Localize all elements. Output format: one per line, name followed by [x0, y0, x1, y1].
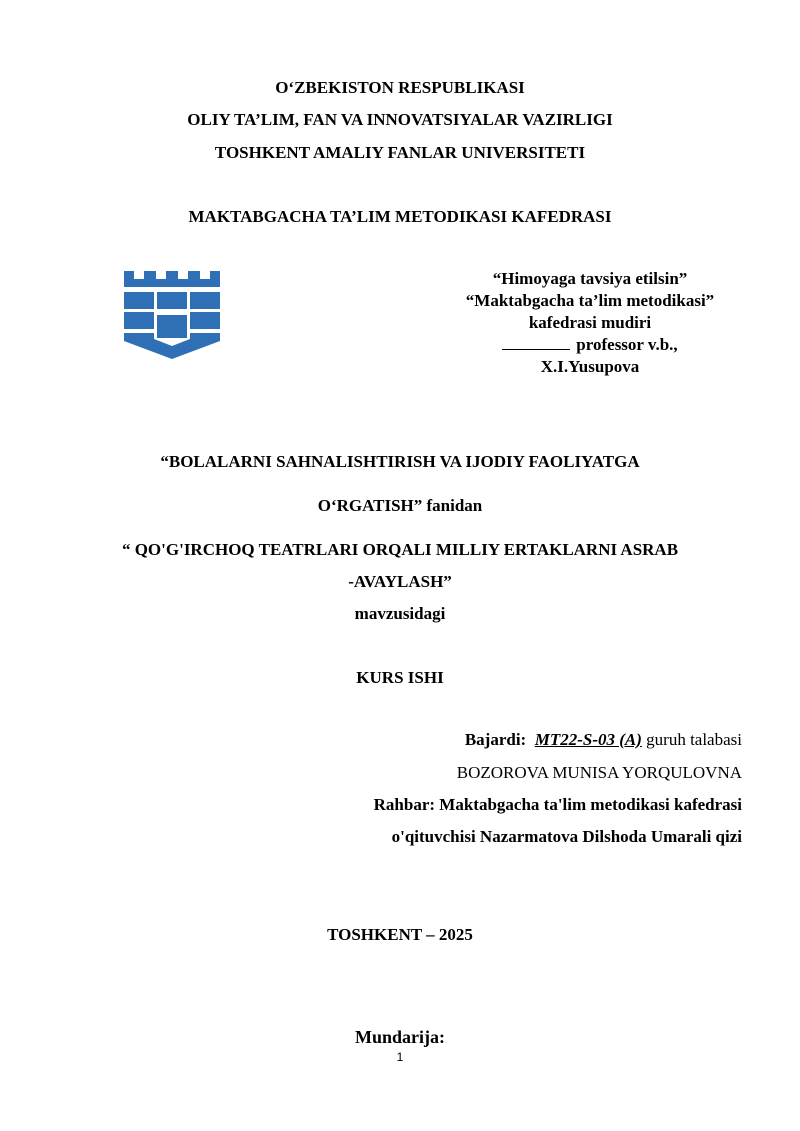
topic-line-1: “ QO'G'IRCHOQ TEATRLARI ORQALI MILLIY ERTAKLARNI ASRAB [121, 540, 679, 559]
contents-heading: Mundarija: [355, 1027, 445, 1047]
approval-department: “Maktabgacha ta’lim metodikasi” [465, 291, 715, 310]
work-type-title: KURS ISHI [356, 668, 444, 687]
author-group: MT22-S-03 (A) [534, 730, 642, 749]
header-line-ministry: OLIY TA’LIM, FAN VA INNOVATSIYALAR VAZIRLIGI [187, 110, 613, 129]
topic-line-2: -AVAYLASH” [348, 572, 452, 591]
approval-position: professor v.b., [576, 335, 678, 354]
topic-line-3: mavzusidagi [354, 604, 446, 623]
approval-recommend: “Himoyaga tavsiya etilsin” [492, 269, 688, 288]
author-line [465, 730, 742, 750]
university-logo-icon [122, 271, 222, 361]
header-line-university: TOSHKENT AMALIY FANLAR UNIVERSITETI [214, 143, 586, 162]
author-label: Bajardi: [464, 730, 527, 749]
author-name: BOZOROVA MUNISA YORQULOVNA [456, 763, 742, 782]
supervisor-line-2: o'qituvchisi Nazarmatova Dilshoda Umarali qizi [391, 827, 742, 846]
supervisor-line-1: Rahbar: Maktabgacha ta'lim metodikasi kafedrasi [373, 795, 742, 814]
approval-head-title: kafedrasi mudiri [528, 313, 652, 332]
department-title: MAKTABGACHA TA’LIM METODIKASI KAFEDRASI [188, 207, 612, 226]
signature-blank [502, 335, 570, 350]
subject-line-1: “BOLALARNI SAHNALISHTIRISH VA IJODIY FAOLIYATGA [160, 452, 640, 471]
city-year: TOSHKENT – 2025 [327, 925, 473, 944]
page-number: 1 [396, 1050, 404, 1064]
approval-name: X.I.Yusupova [540, 357, 640, 376]
subject-line-2: O‘RGATISH” fanidan [317, 496, 483, 515]
author-suffix: guruh talabasi [646, 730, 742, 749]
approval-signature-line [430, 334, 750, 356]
approval-block [430, 268, 750, 378]
header-line-country: O‘ZBEKISTON RESPUBLIKASI [275, 78, 525, 97]
